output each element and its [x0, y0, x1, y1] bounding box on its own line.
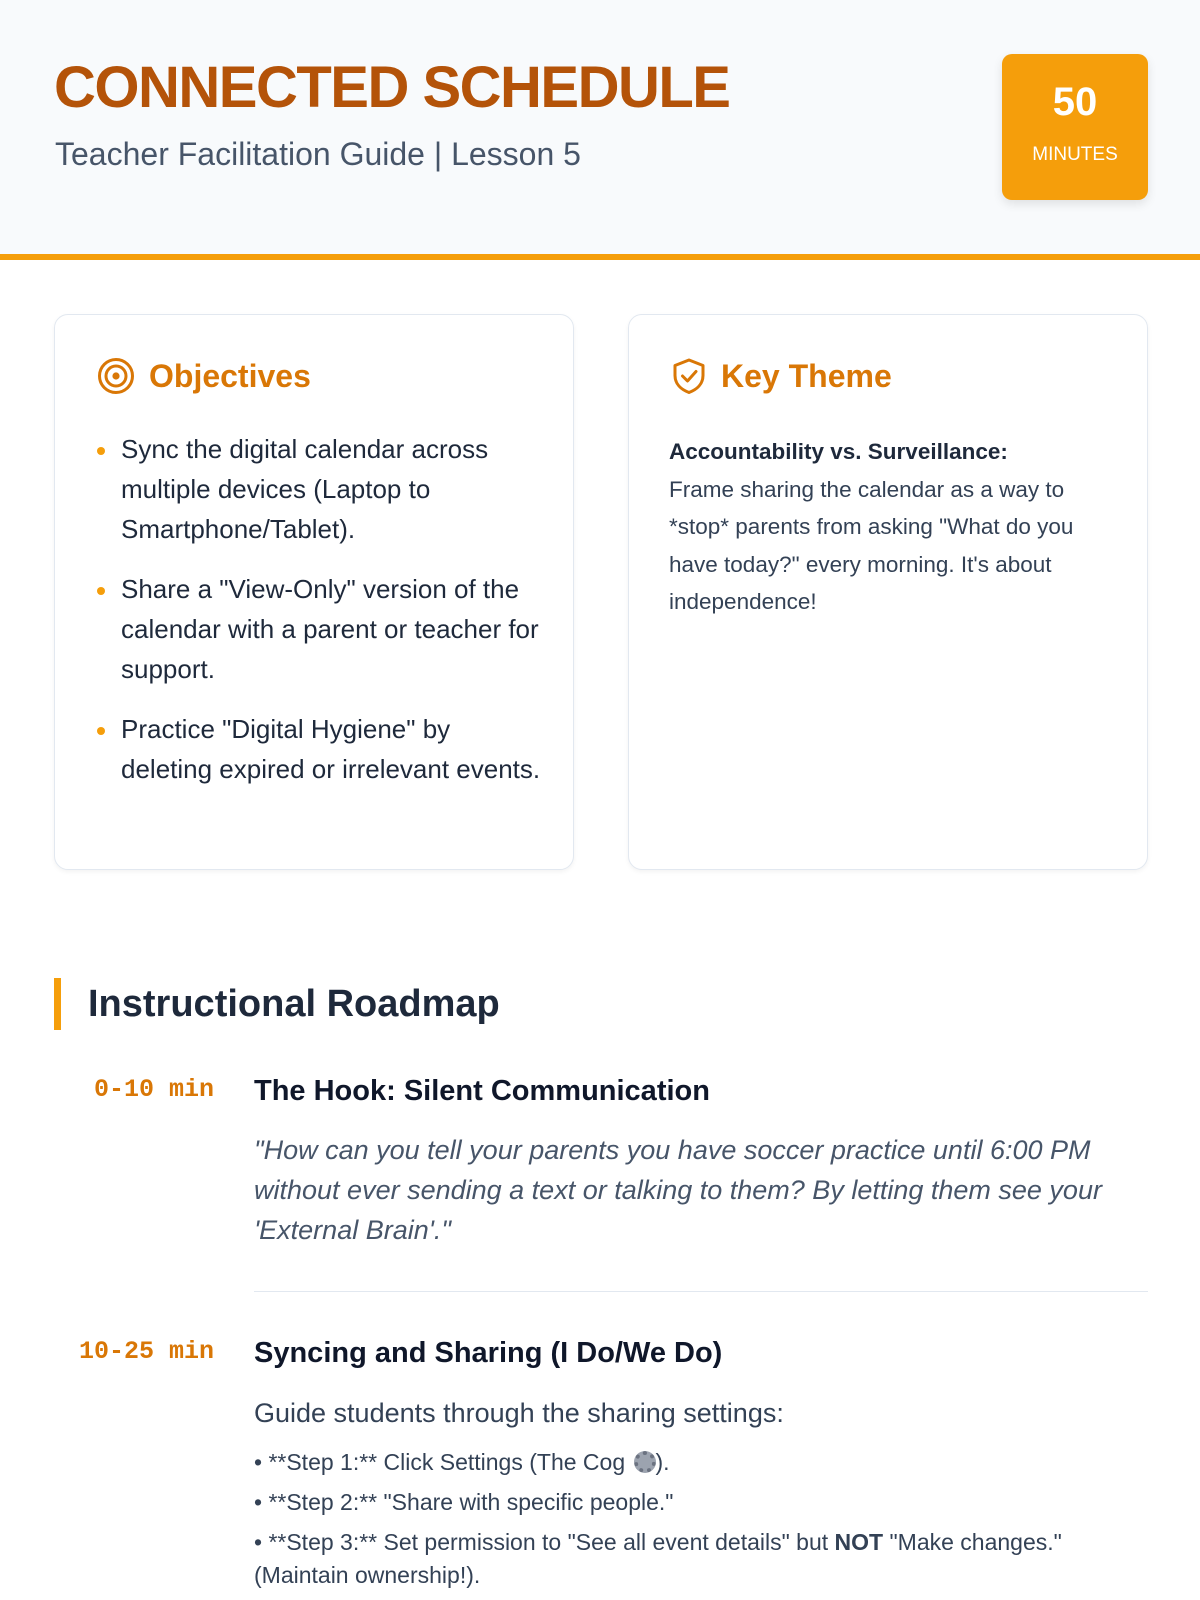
target-icon	[97, 357, 135, 395]
page-title: CONNECTED SCHEDULE	[54, 55, 730, 120]
key-theme-title: Key Theme	[721, 357, 892, 394]
duration-value: 50	[1052, 80, 1098, 124]
objective-item: Sync the digital calendar across multiple devices (Laptop to Smartphone/Tablet).	[95, 429, 545, 549]
key-theme-text	[669, 433, 1119, 621]
step-item	[254, 1526, 1154, 1592]
hook-quote: "How can you tell your parents you have soccer practice until 6:00 PM without ever sending a text or talking to them? By letting them see your 'External Brain'."	[254, 1135, 1102, 1245]
key-theme-card	[628, 314, 1148, 870]
objective-item: Practice "Digital Hygiene" by deleting expired or irrelevant events.	[95, 709, 545, 789]
shield-check-icon	[671, 357, 707, 395]
step-item	[254, 1486, 1154, 1519]
step-text: • **Step 3:** Set permission to "See all event details" but	[254, 1529, 835, 1555]
segment-title: Syncing and Sharing (I Do/We Do)	[254, 1337, 723, 1369]
gear-icon	[634, 1451, 656, 1473]
objectives-heading	[97, 357, 311, 395]
step-text: • **Step 2:** "Share with specific people."	[254, 1489, 674, 1515]
segment-title: The Hook: Silent Communication	[254, 1075, 710, 1107]
objectives-card	[54, 314, 574, 870]
step-emphasis: NOT	[834, 1529, 884, 1555]
steps-list	[254, 1446, 1154, 1599]
objectives-list	[95, 429, 545, 809]
divider	[254, 1291, 1148, 1292]
time-label: 10-25 min	[78, 1337, 214, 1366]
key-theme-heading	[671, 357, 892, 395]
objectives-title: Objectives	[149, 357, 311, 394]
duration-badge	[1002, 54, 1148, 200]
key-theme-body: Frame sharing the calendar as a way to *stop* parents from asking "What do you have today?" every morning. It's about independence!	[669, 476, 1074, 614]
time-label: 0-10 min	[93, 1075, 214, 1104]
duration-unit: MINUTES	[1032, 144, 1118, 165]
segment-intro: Guide students through the sharing settings:	[254, 1398, 784, 1428]
step-text: • **Step 1:** Click Settings (The Cog	[254, 1449, 632, 1475]
page-header	[0, 0, 1200, 260]
page-subtitle: Teacher Facilitation Guide | Lesson 5	[55, 136, 581, 172]
step-text-end: "Make changes." (Maintain ownership!).	[254, 1529, 1062, 1588]
key-theme-label: Accountability vs. Surveillance:	[669, 439, 1008, 464]
objective-item: Share a "View-Only" version of the calendar with a parent or teacher for support.	[95, 569, 545, 689]
step-text-end: ).	[655, 1449, 670, 1475]
roadmap-heading: Instructional Roadmap	[54, 978, 500, 1030]
step-item	[254, 1446, 1154, 1479]
